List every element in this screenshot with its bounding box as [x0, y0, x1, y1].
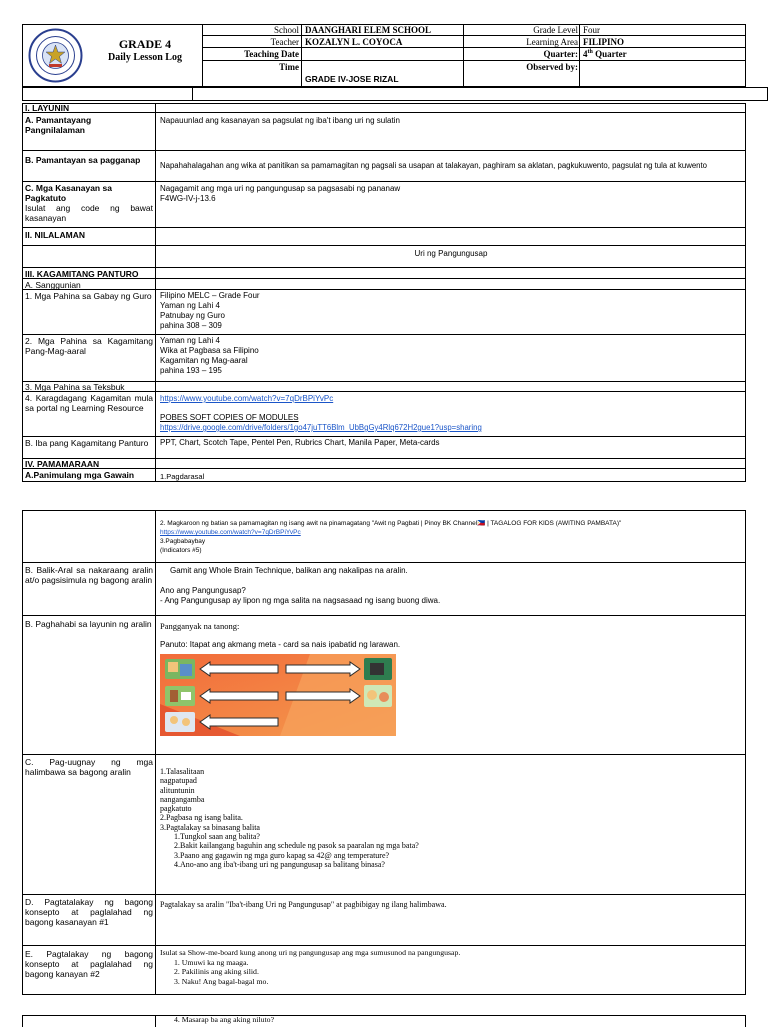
- header-strip-divider: [22, 87, 193, 101]
- time-label: Time: [279, 62, 299, 72]
- teacher-value: KOZALYN L. COYOCA: [305, 37, 403, 47]
- meta-card-activity-image: [160, 654, 396, 736]
- pagtalakay2-instruction: Isulat sa Show-me-board kung anong uri ng pangungusap ang mga sumusunod na pangungusap.: [160, 948, 461, 957]
- pagtalakay2-label: E. Pagtalakay ng bagong konsepto at paglalahad ng bagong kanayan #2: [25, 949, 153, 979]
- pamantayang-label: [25, 115, 153, 135]
- paguugnay-value: [160, 767, 740, 869]
- page3-col-divider: [22, 1015, 156, 1027]
- paguugnay-question: 1.Tungkol saan ang balita?: [174, 832, 260, 842]
- time-value: GRADE IV-JOSE RIZAL: [305, 74, 399, 84]
- paguugnay-line: nagpatupad: [160, 776, 197, 786]
- magaaral-line: Wika at Pagbasa sa Filipino: [160, 346, 259, 355]
- paguugnay-line: 1.Talasalitaan: [160, 767, 205, 776]
- iba-label: B. Iba pang Kagamitang Panturo: [25, 438, 149, 448]
- pobes-modules-text: POBES SOFT COPIES OF MODULES: [160, 413, 299, 422]
- magaaral-value: [160, 336, 740, 376]
- learning-area-value: FILIPINO: [583, 37, 625, 47]
- balik-value: [160, 566, 740, 606]
- quarter-label: Quarter:: [543, 49, 578, 59]
- daily-lesson-log-title: Daily Lesson Log: [108, 52, 182, 63]
- pagganap-label: B. Pamantayan sa pagganap: [25, 155, 141, 165]
- item2-cell: [160, 519, 744, 555]
- pagtalakay1-label: D. Pagtatalakay ng bagong konsepto at paglalahad ng bagong kasanayan #1: [25, 897, 153, 927]
- gabay-line: Yaman ng Lahi 4: [160, 301, 220, 310]
- pagtalakay1-value: Pagtalakay sa aralin "Iba't-ibang Uri ng Pangungusap" at pagbibigay ng ilang halimbawa.: [160, 900, 447, 909]
- paghahabi-label: B. Paghahabi sa layunin ng aralin: [25, 619, 152, 629]
- balik-line: - Ang Pangungusap ay lipon ng mga salita na nagsasaad ng isang buong diwa.: [160, 596, 441, 605]
- item2-text: 2. Magkaroon ng batian sa pamamagitan ng isang awit na pinamagatang "Awit ng Pagbati | Pinoy BK Channel🇵🇭 | TAGALOG FOR KIDS (AWITING PAMBATA)": [160, 520, 622, 527]
- nilalaman-heading: II. NILALAMAN: [25, 230, 85, 240]
- kasanayan-value-line1: Nagagamit ang mga uri ng pangungusap sa pagsasabi ng pananaw: [160, 184, 401, 193]
- layunin-heading: I. LAYUNIN: [25, 103, 70, 113]
- iba-value: PPT, Chart, Scotch Tape, Pentel Pen, Rubrics Chart, Manila Paper, Meta-cards: [160, 438, 440, 447]
- gabay-line: Filipino MELC – Grade Four: [160, 291, 260, 300]
- panimulang-label: A.Panimulang mga Gawain: [25, 470, 135, 480]
- page3-item: 4. Masarap ba ang aking niluto?: [174, 1015, 275, 1024]
- magaaral-line: Yaman ng Lahi 4: [160, 336, 220, 345]
- kasanayan-sub: Isulat ang code ng bawat kasanayan: [25, 203, 153, 223]
- google-drive-link[interactable]: https://drive.google.com/drive/folders/1go47juTT6Blm_UbBgGy4Rlq672H2gue1?usp=sharing: [160, 423, 482, 432]
- panimulang-value: 1.Pagdarasal: [160, 472, 205, 481]
- kasanayan-value-code: F4WG-IV-j-13.6: [160, 194, 216, 203]
- paguugnay-question: 4.Ano-ano ang iba't-ibang uri ng pangungusap sa balitang binasa?: [174, 859, 385, 869]
- pamamaraan-heading: IV. PAMAMARAAN: [25, 459, 100, 469]
- kasanayan-value: [160, 184, 740, 204]
- quarter-value: [583, 49, 743, 59]
- gabay-label: 1. Mga Pahina sa Gabay ng Guro: [25, 291, 152, 301]
- magaaral-line: Kagamitan ng Mag-aaral: [160, 356, 248, 365]
- paguugnay-line: 2.Pagbasa ng isang balita.: [160, 813, 243, 823]
- learning-area-label: Learning Area: [526, 37, 578, 47]
- spacer: [160, 404, 744, 413]
- grade-title: GRADE 4: [118, 37, 172, 51]
- paguugnay-line: pagkatuto: [160, 804, 192, 814]
- nilalaman-value: Uri ng Pangungusap: [414, 249, 488, 258]
- paguugnay-line: alituntunin: [160, 785, 195, 795]
- paguugnay-question: 2.Bakit kailangang baguhin ang schedule ng pasok sa paaralan ng mga bata?: [174, 841, 419, 851]
- magaaral-label: 2. Mga Pahina sa Kagamitang Pang-Mag-aaral: [25, 336, 153, 356]
- paguugnay-label: C. Pag-uugnay ng mga halimbawa sa bagong aralin: [25, 757, 153, 777]
- pagtalakay2-item: 1. Umuwi ka ng maaga.: [174, 957, 249, 967]
- paguugnay-line: nangangamba: [160, 794, 205, 804]
- school-value: DAANGHARI ELEM SCHOOL: [305, 25, 432, 35]
- pagganap-value: Napahahalagahan ang wika at panitikan sa pamamagitan ng pagsali sa usapan at talakayan, paghiram sa aklatan, pagkukuwento, pagsulat ng tula at kuwento: [160, 161, 708, 170]
- sanggunian-label: A. Sanggunian: [25, 280, 81, 290]
- paghahabi-instruction: Panuto: Itapat ang akmang meta - card sa nais ipabatid ng larawan.: [160, 640, 401, 649]
- magaaral-line: pahina 193 – 195: [160, 366, 222, 375]
- karagdagang-value: [160, 394, 744, 433]
- quarter-number: 4: [583, 49, 588, 59]
- quarter-suffix: th: [587, 49, 593, 55]
- grade-level-label: Grade Level: [533, 25, 578, 35]
- deped-seal-icon: [28, 28, 83, 83]
- balik-line: Gamit ang Whole Brain Technique, balikan ang nakalipas na aralin.: [170, 566, 408, 575]
- kasanayan-label-block: [25, 183, 153, 223]
- paghahabi-title: Pangganyak na tanong:: [160, 621, 240, 631]
- karagdagang-label: 4. Karagdagang Kagamitan mula sa portal ng Learning Resource: [25, 393, 153, 413]
- balik-line: Ano ang Pangungusap?: [160, 586, 246, 595]
- teacher-label: Teacher: [270, 37, 299, 47]
- pagtalakay2-item: 2. Pakilinis ang aking silid.: [174, 967, 259, 976]
- teksbuk-label: 3. Mga Pahina sa Teksbuk: [25, 382, 125, 392]
- pamantayang-label-text: A. Pamantayang Pangnilalaman: [25, 115, 92, 135]
- youtube-link[interactable]: https://www.youtube.com/watch?v=7qDrBPiYvPc: [160, 394, 334, 403]
- balik-label: B. Balik-Aral sa nakaraang aralin at/o pagsisimula ng bagong aralin: [25, 565, 153, 585]
- teaching-date-label: Teaching Date: [244, 49, 299, 59]
- item2-youtube-link[interactable]: https://www.youtube.com/watch?v=7qDrBPiYvPc: [160, 529, 301, 536]
- gabay-value: [160, 291, 740, 331]
- pagtalakay2-value: [160, 948, 744, 986]
- paguugnay-line: 3.Pagtalakay sa binasang balita: [160, 822, 260, 832]
- gabay-line: pahina 308 – 309: [160, 321, 222, 330]
- quarter-word: Quarter: [592, 49, 627, 59]
- paguugnay-question: 3.Paano ang gagawin ng mga guro kapag sa 42@ ang temperature?: [174, 850, 390, 860]
- item3-sub: (Indicators #5): [160, 547, 202, 554]
- observed-by-label: Observed by:: [526, 62, 578, 72]
- school-label: School: [273, 25, 299, 35]
- grade-level-value: Four: [583, 25, 601, 35]
- kasanayan-label: C. Mga Kasanayan sa Pagkatuto: [25, 183, 112, 203]
- pamantayang-value: Napauunlad ang kasanayan sa pagsulat ng iba't ibang uri ng sulatin: [160, 116, 400, 125]
- spacer: [160, 576, 740, 586]
- gabay-line: Patnubay ng Guro: [160, 311, 225, 320]
- pagtalakay2-item: 3. Naku! Ang bagal-bagal mo.: [174, 976, 269, 986]
- item3-text: 3.Pagbabaybay: [160, 538, 206, 545]
- kagamitan-heading: III. KAGAMITANG PANTURO: [25, 269, 139, 279]
